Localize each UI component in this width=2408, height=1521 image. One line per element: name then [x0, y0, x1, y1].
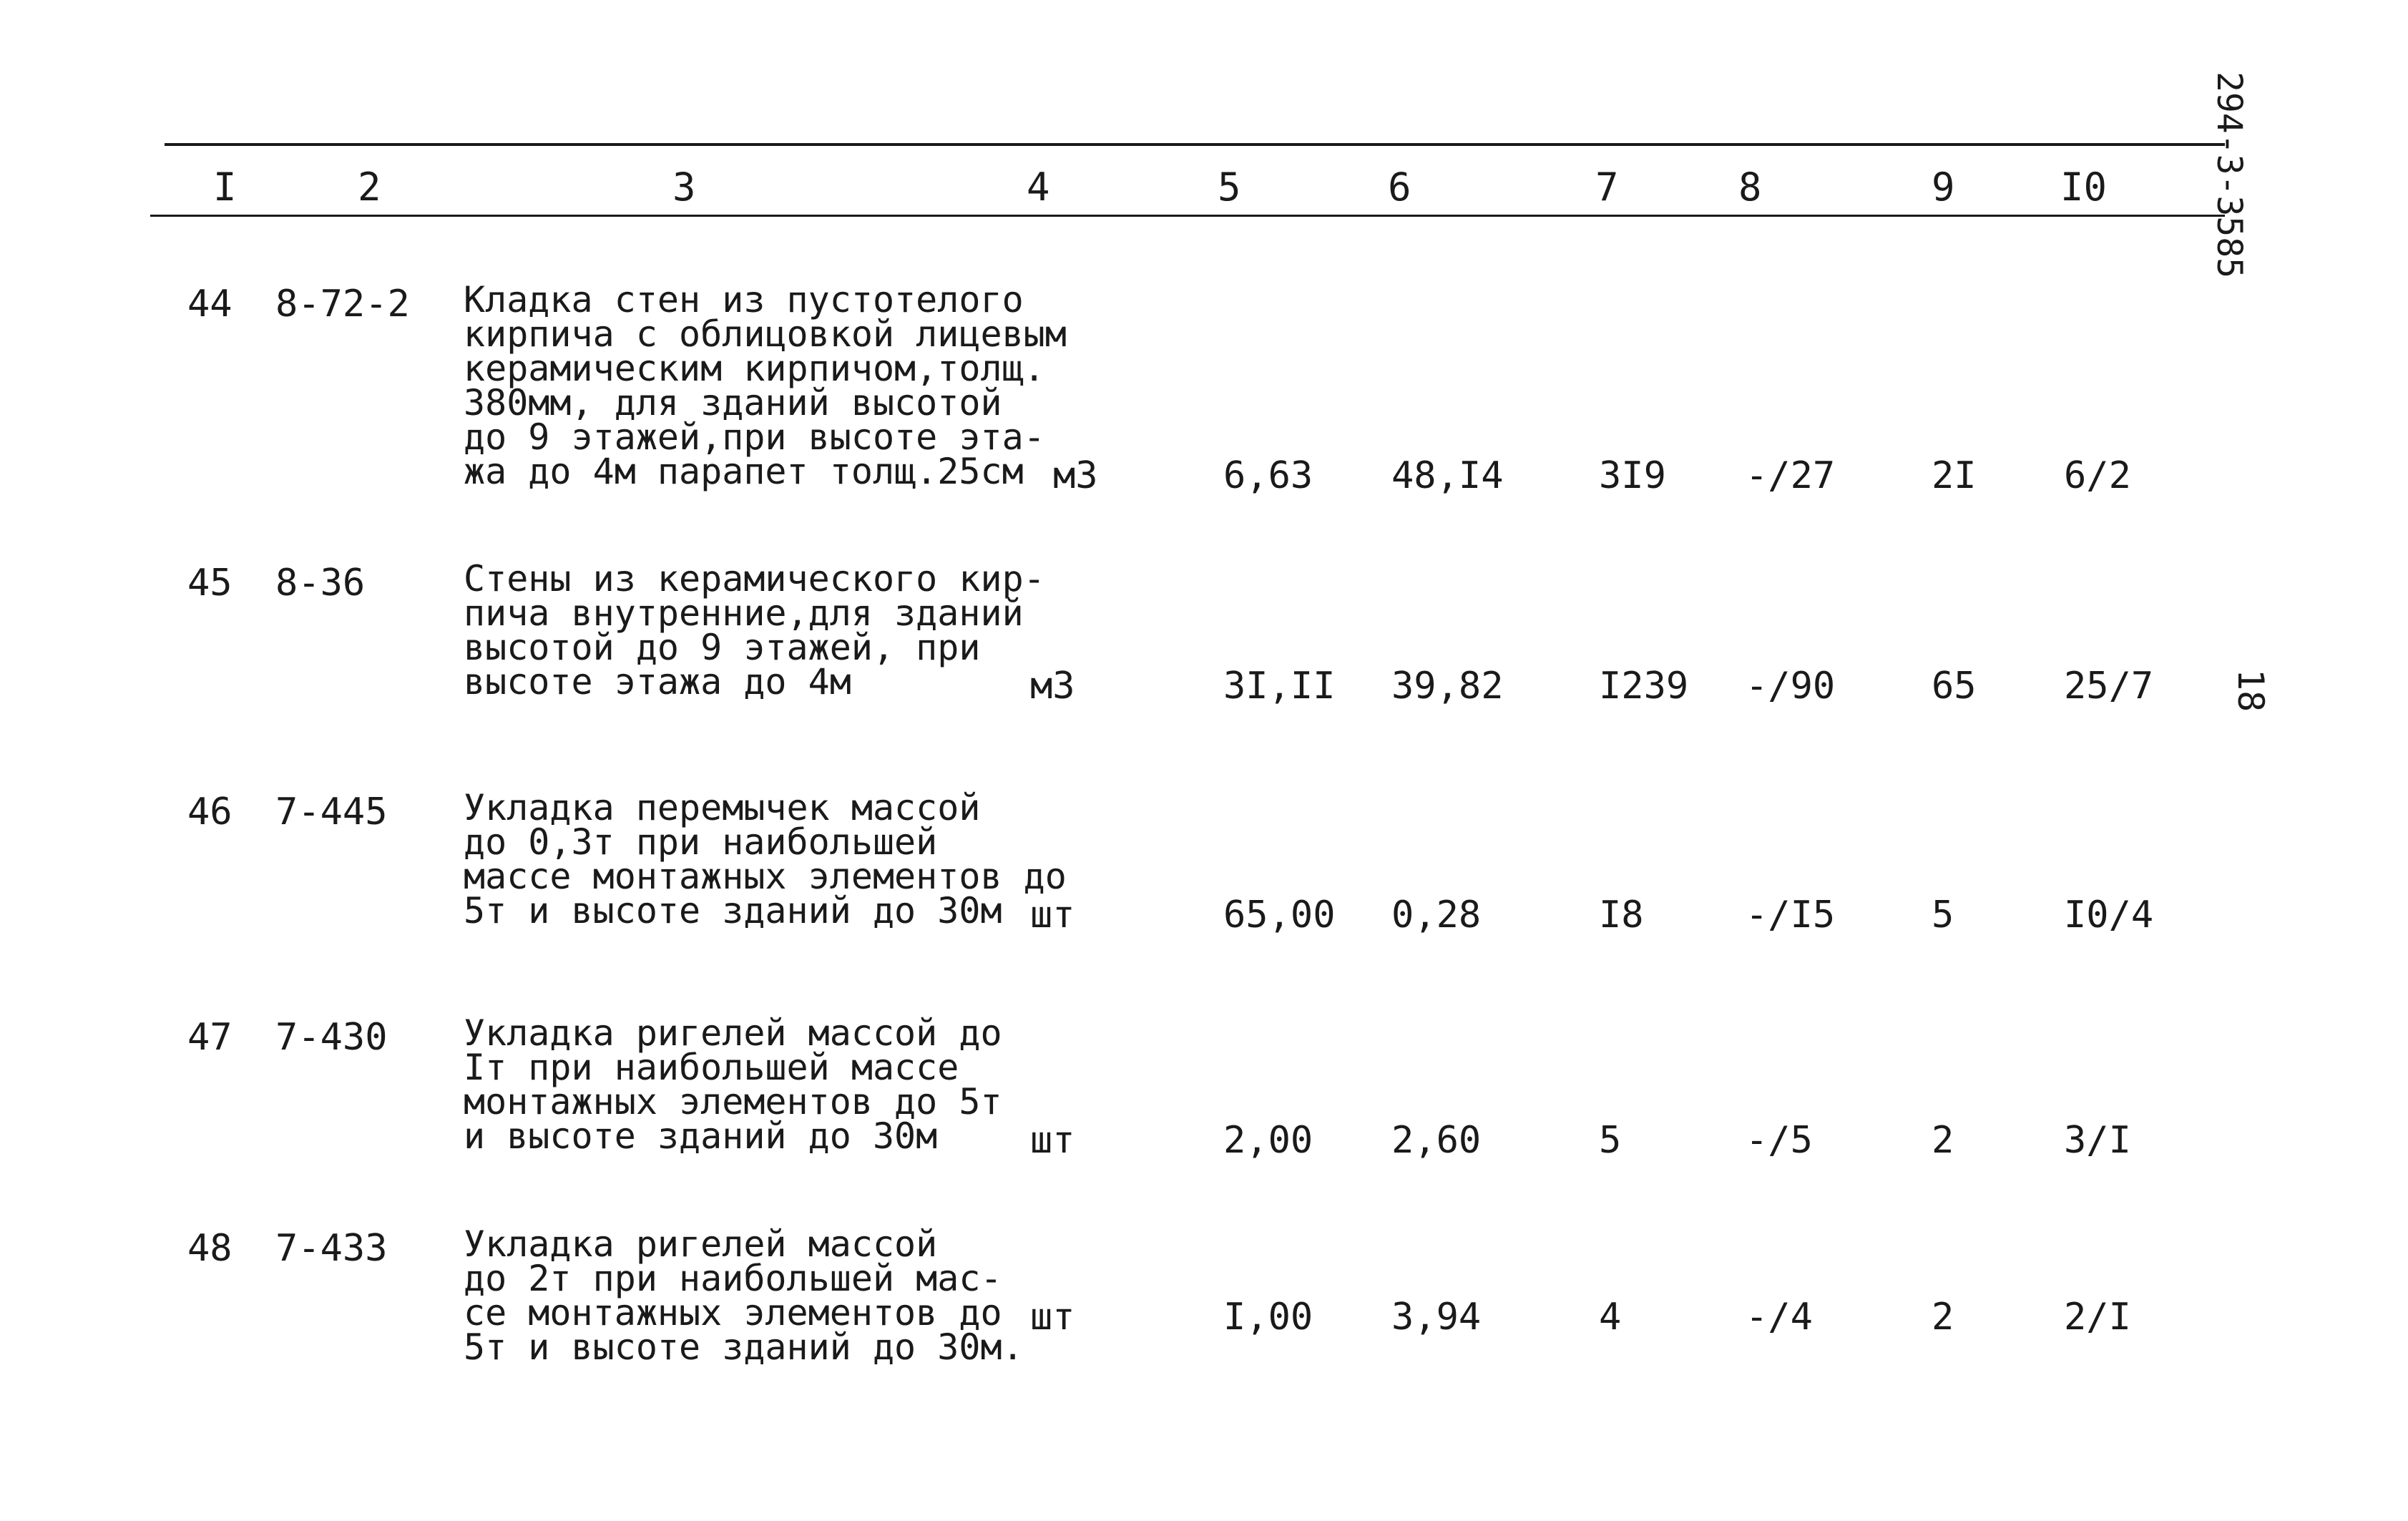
description-line: кирпича с облицовкой лицевым	[464, 313, 1067, 355]
header-rule	[150, 215, 2225, 217]
norm-code: 7-430	[275, 1016, 388, 1059]
column-10-value: I0/4	[2064, 894, 2154, 936]
column-header-8: 8	[1738, 165, 1762, 210]
work-description	[464, 1223, 1024, 1368]
column-header-5: 5	[1218, 165, 1241, 210]
description-line: массе монтажных элементов до	[464, 856, 1067, 897]
description-line: 380мм, для зданий высотой	[464, 382, 1002, 424]
unit: м3	[1030, 665, 1075, 708]
description-line: 5т и высоте зданий до 30м	[464, 890, 1002, 931]
description-line: Укладка перемычек массой	[464, 787, 981, 828]
row-number: 47	[187, 1016, 233, 1059]
unit-cost: 2,60	[1391, 1119, 1482, 1162]
norm-code: 7-433	[275, 1227, 388, 1270]
description-line: и высоте зданий до 30м	[464, 1115, 938, 1157]
unit: шт	[1030, 1119, 1075, 1162]
description-line: до 0,3т при наибольшей	[464, 821, 938, 863]
column-10-value: 2/I	[2064, 1296, 2131, 1339]
column-10-value: 6/2	[2064, 454, 2131, 497]
description-line: высотой до 9 этажей, при	[464, 627, 981, 668]
column-9-value: 2	[1932, 1296, 1954, 1339]
work-description	[464, 279, 1067, 492]
quantity: 65,00	[1223, 894, 1336, 936]
work-description	[464, 787, 1067, 931]
top-rule	[165, 143, 2225, 146]
quantity: 2,00	[1223, 1119, 1313, 1162]
column-header-1: I	[213, 165, 237, 210]
column-header-9: 9	[1932, 165, 1955, 210]
total-cost: I239	[1599, 665, 1689, 708]
column-header-3: 3	[672, 165, 696, 210]
description-line: до 9 этажей,при высоте эта-	[464, 416, 1045, 458]
unit-cost: 48,I4	[1391, 454, 1504, 497]
total-cost: 4	[1599, 1296, 1622, 1339]
column-9-value: 2I	[1932, 454, 1977, 497]
column-9-value: 5	[1932, 894, 1954, 936]
column-10-value: 3/I	[2064, 1119, 2131, 1162]
row-number: 44	[187, 283, 233, 326]
quantity: 3I,II	[1223, 665, 1336, 708]
description-line: 5т и высоте зданий до 30м.	[464, 1326, 1024, 1368]
column-header-7: 7	[1595, 165, 1619, 210]
norm-code: 8-72-2	[275, 283, 410, 326]
description-line: Стены из керамического кир-	[464, 558, 1045, 600]
unit: шт	[1030, 894, 1075, 936]
column-8-value: -/27	[1746, 454, 1836, 497]
column-8-value: -/5	[1746, 1119, 1813, 1162]
column-10-value: 25/7	[2064, 665, 2154, 708]
description-line: Укладка ригелей массой до	[464, 1012, 1002, 1054]
quantity: I,00	[1223, 1296, 1313, 1339]
unit-cost: 3,94	[1391, 1296, 1482, 1339]
column-header-4: 4	[1027, 165, 1050, 210]
norm-code: 8-36	[275, 562, 366, 605]
total-cost: 3I9	[1599, 454, 1666, 497]
description-line: монтажных элементов до 5т	[464, 1081, 1002, 1123]
column-9-value: 65	[1932, 665, 1977, 708]
row-number: 45	[187, 562, 233, 605]
document-number	[2205, 72, 2255, 286]
work-description	[464, 558, 1045, 703]
column-8-value: -/90	[1746, 665, 1836, 708]
unit-cost: 39,82	[1391, 665, 1504, 708]
row-number: 48	[187, 1227, 233, 1270]
page-number	[2232, 669, 2275, 726]
description-line: керамическим кирпичом,толщ.	[464, 348, 1045, 389]
description-line: высоте этажа до 4м	[464, 661, 851, 703]
column-8-value: -/4	[1746, 1296, 1813, 1339]
column-header-2: 2	[358, 165, 381, 210]
unit-cost: 0,28	[1391, 894, 1482, 936]
column-header-6: 6	[1388, 165, 1411, 210]
description-line: Кладка стен из пустотелого	[464, 279, 1024, 321]
unit: шт	[1030, 1296, 1075, 1339]
page-number-text: 18	[2230, 669, 2271, 713]
description-line: до 2т при наибольшей мас-	[464, 1258, 1002, 1299]
description-line: се монтажных элементов до	[464, 1292, 1002, 1334]
column-header-10: I0	[2060, 165, 2108, 210]
total-cost: 5	[1599, 1119, 1622, 1162]
description-line: жа до 4м парапет толщ.25см	[464, 451, 1024, 492]
column-8-value: -/I5	[1746, 894, 1836, 936]
description-line: Укладка ригелей массой	[464, 1223, 938, 1265]
work-description	[464, 1012, 1002, 1157]
norm-code: 7-445	[275, 791, 388, 833]
description-line: Iт при наибольшей массе	[464, 1047, 959, 1088]
unit: м3	[1053, 454, 1098, 497]
document-number-text: 294-3-3585	[2209, 72, 2249, 278]
quantity: 6,63	[1223, 454, 1313, 497]
row-number: 46	[187, 791, 233, 833]
column-9-value: 2	[1932, 1119, 1954, 1162]
total-cost: I8	[1599, 894, 1644, 936]
description-line: пича внутренние,для зданий	[464, 592, 1024, 634]
